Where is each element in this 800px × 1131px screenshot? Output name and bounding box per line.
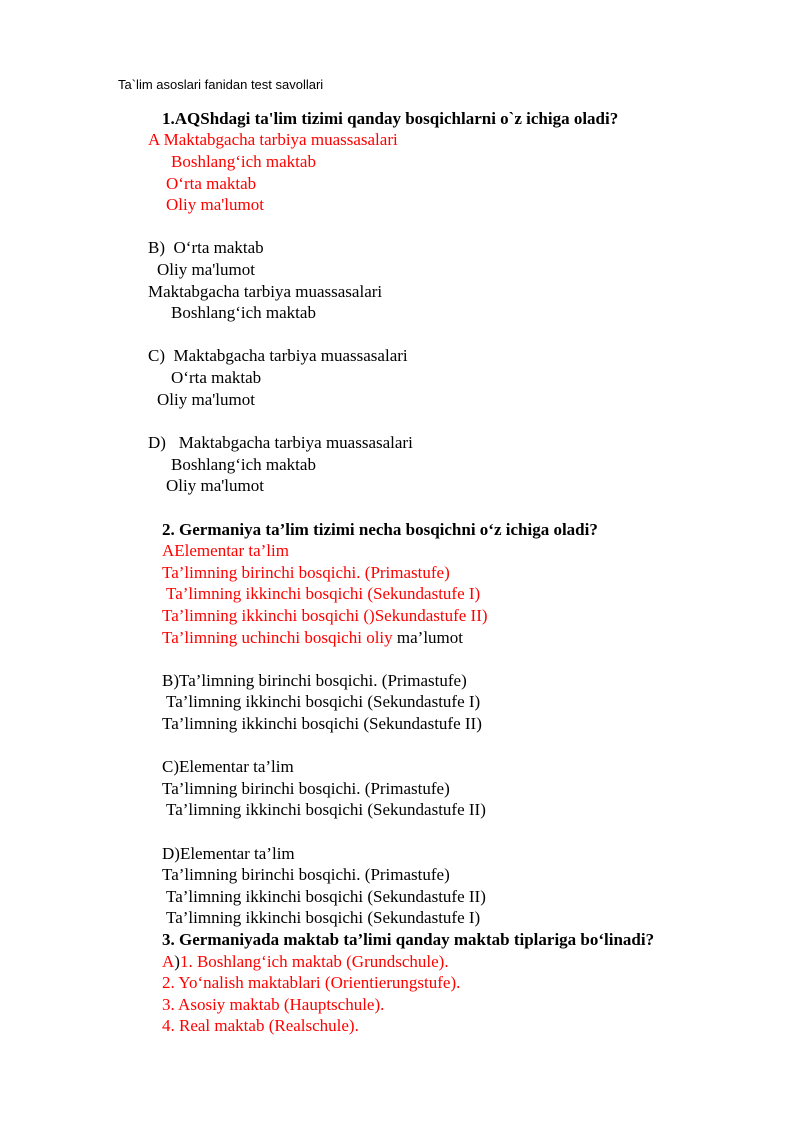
q3-answer-a-line: 2. Yo‘nalish maktablari (Orientierungstufe). (162, 973, 461, 992)
q2-option-d-line: Ta’limning ikkinchi bosqichi (Sekundastufe I) (166, 908, 481, 927)
q1-answer-a-line: Oliy ma'lumot (166, 195, 264, 214)
q3-answer-a-prefix-letter: A (162, 952, 175, 971)
q1-option-d-line: Boshlang‘ich maktab (171, 455, 316, 474)
q2-option-d-line: Ta’limning birinchi bosqichi. (Primastufe) (162, 865, 450, 884)
q2-option-b-line: B)Ta’limning birinchi bosqichi. (Primastufe) (162, 671, 467, 690)
q2-option-c-line: Ta’limning birinchi bosqichi. (Primastufe) (162, 779, 450, 798)
q3-answer-a-line: 4. Real maktab (Realschule). (162, 1016, 359, 1035)
q1-option-b-line: B) O‘rta maktab (148, 238, 264, 257)
q2-option-d-line: D)Elementar ta’lim (162, 844, 295, 863)
q1-answer-a-line: Boshlang‘ich maktab (171, 152, 316, 171)
q3-answer-a-red-part: 1. Boshlang‘ich maktab (Grundschule). (179, 952, 449, 971)
q1-answer-a-line: A Maktabgacha tarbiya muassasalari (148, 130, 398, 149)
q1-option-c-line: Oliy ma'lumot (157, 390, 255, 409)
q2-answer-a-line: Ta’limning birinchi bosqichi. (Primastufe) (162, 563, 450, 582)
q2-answer-a-line: AElementar ta’lim (162, 541, 289, 560)
q3-answer-a-prefix-paren: ) (174, 952, 180, 971)
q2-option-c-line: C)Elementar ta’lim (162, 757, 294, 776)
q2-option-b-line: Ta’limning ikkinchi bosqichi (Sekundastufe II) (162, 714, 482, 733)
q1-answer-a-line: O‘rta maktab (166, 174, 257, 193)
q1-option-b-line: Oliy ma'lumot (157, 260, 255, 279)
q1-option-b-line: Maktabgacha tarbiya muassasalari (148, 282, 383, 301)
question-3: 3. Germaniyada maktab ta’limi qanday maktab tiplariga bo‘linadi? (162, 930, 655, 949)
q3-answer-a-line: 3. Asosiy maktab (Hauptschule). (162, 995, 385, 1014)
question-2: 2. Germaniya ta’lim tizimi necha bosqichni o‘z ichiga oladi? (162, 520, 598, 539)
q2-option-d-line: Ta’limning ikkinchi bosqichi (Sekundastufe II) (166, 887, 486, 906)
q1-option-c-line: C) Maktabgacha tarbiya muassasalari (148, 346, 408, 365)
q2-answer-a-line: Ta’limning ikkinchi bosqichi ()Sekundastufe II) (162, 606, 488, 625)
q1-option-d-line: D) Maktabgacha tarbiya muassasalari (148, 433, 413, 452)
q2-option-c-line: Ta’limning ikkinchi bosqichi (Sekundastufe II) (166, 800, 486, 819)
document-header: Ta`lim asoslari fanidan test savollari (118, 77, 324, 92)
q3-answer-a-first-line (162, 952, 449, 972)
q1-option-b-line: Boshlang‘ich maktab (171, 303, 316, 322)
q2-answer-a-red-part: Ta’limning uchinchi bosqichi oliy (162, 628, 393, 647)
q2-answer-a-last-line (162, 628, 463, 648)
q1-option-c-line: O‘rta maktab (171, 368, 262, 387)
question-1: 1.AQShdagi ta'lim tizimi qanday bosqichlarni o`z ichiga oladi? (162, 109, 619, 128)
q2-answer-a-line: Ta’limning ikkinchi bosqichi (Sekundastufe I) (166, 584, 481, 603)
q2-option-b-line: Ta’limning ikkinchi bosqichi (Sekundastufe I) (166, 692, 481, 711)
q2-answer-a-black-part: ma’lumot (396, 628, 463, 647)
q1-option-d-line: Oliy ma'lumot (166, 476, 264, 495)
